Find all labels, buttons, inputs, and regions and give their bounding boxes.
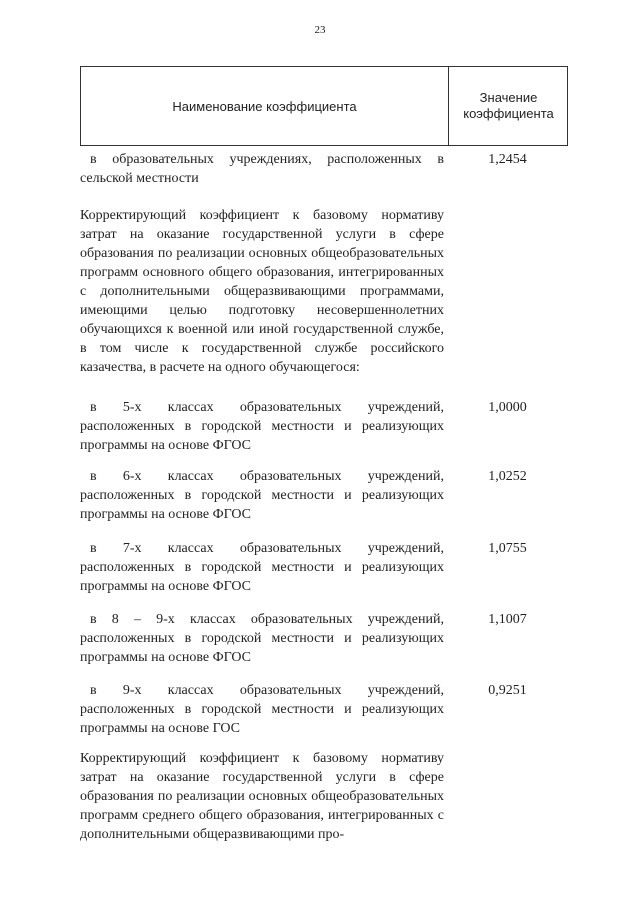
row-description: в 8 – 9-х классах образовательных учреждений, расположенных в городской местности и реализующих программы на основе ФГОС [80, 612, 444, 665]
column-header-value: Значение коэффициента [463, 90, 554, 121]
row-description: в 9-х классах образовательных учреждений, расположенных в городской местности и реализующих программы на основе ГОС [80, 683, 444, 736]
row-value: 1,0755 [488, 541, 527, 556]
table-header [80, 66, 568, 146]
row-description: в образовательных учреждениях, расположенных в сельской местности [80, 152, 444, 186]
page-number: 23 [314, 24, 326, 36]
row-value: 1,1007 [488, 612, 527, 627]
row-description: в 7-х классах образовательных учреждений, расположенных в городской местности и реализующих программы на основе ФГОС [80, 541, 444, 594]
coefficient-description-paragraph: Корректирующий коэффициент к базовому нормативу затрат на оказание государственной услуги в сфере образования по реализации основных общеобразовательных программ среднего общего образования, интегрированных с дополнительными общеразвивающими про- [80, 751, 444, 842]
row-value: 1,0252 [488, 469, 527, 484]
row-value: 1,0000 [488, 400, 527, 415]
row-description: в 6-х классах образовательных учреждений, расположенных в городской местности и реализующих программы на основе ФГОС [80, 469, 444, 522]
row-value: 0,9251 [488, 683, 527, 698]
row-value: 1,2454 [488, 152, 527, 167]
coefficient-description-paragraph: Корректирующий коэффициент к базовому нормативу затрат на оказание государственной услуги в сфере образования по реализации основных общеобразовательных программ основного общего образования, интегрированных с дополнительными общеразвивающими программами, имеющими целью подготовку несовершеннолетних обучающихся к военной или иной государственной службе, в том числе к государственной службе российского казачества, в расчете на одного обучающегося: [80, 208, 444, 375]
row-description: в 5-х классах образовательных учреждений, расположенных в городской местности и реализующих программы на основе ФГОС [80, 400, 444, 453]
column-header-name: Наименование коэффициента [172, 98, 357, 114]
